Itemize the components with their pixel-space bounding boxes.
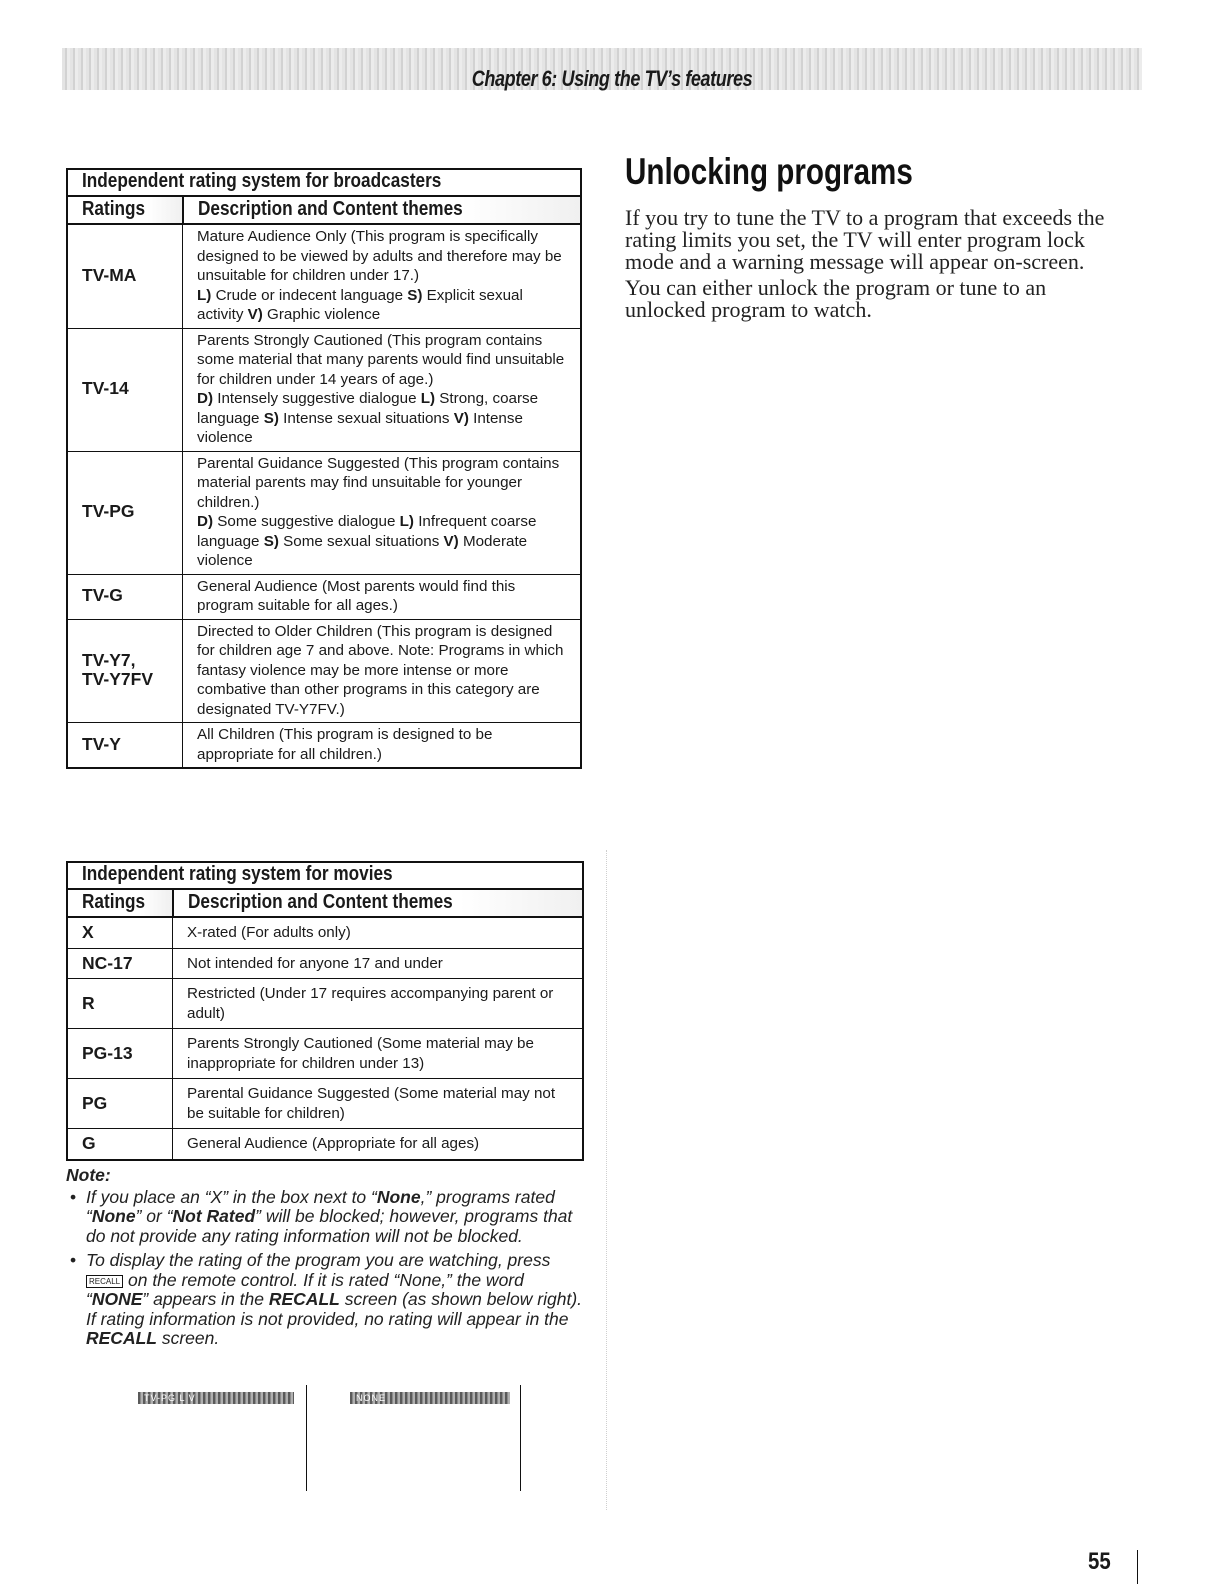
flag-key: D) (197, 513, 214, 530)
rating-description-text: Parental Guidance Suggested (This program contains material parents may find unsuitable for younger children.) (197, 454, 560, 511)
table-row (67, 1079, 583, 1129)
table-row (67, 1129, 583, 1160)
note-item: • To display the rating of the program you are watching, press RECALL on the remote control. If it is rated “None,” the word “NONE” appears in the RECALL screen (as shown below right). If rating information is not provided, no rating will appear in the RECALL screen. (66, 1251, 586, 1349)
flag-text: Moderate violence (197, 532, 528, 569)
flag-key: V) (247, 306, 263, 323)
rating-code: G (67, 1129, 173, 1160)
rating-description (183, 723, 582, 769)
rating-description: Parents Strongly Cautioned (Some material may be inappropriate for children under 13) (173, 1029, 584, 1079)
table-row (67, 574, 581, 619)
flag-key: V) (443, 532, 459, 550)
content-flags (197, 286, 572, 325)
rating-description (183, 451, 582, 574)
table-row (67, 1029, 583, 1079)
recall-screen-example-none (345, 1385, 521, 1491)
rating-description: Restricted (Under 17 requires accompanying parent or adult) (173, 979, 584, 1029)
rating-description (183, 619, 582, 723)
table-row (67, 723, 581, 769)
rating-description: Parental Guidance Suggested (Some material may not be suitable for children) (173, 1079, 584, 1129)
table-row (67, 328, 581, 451)
broadcast-ratings-table (66, 168, 582, 769)
ratings-column-header: Ratings (67, 196, 183, 225)
flag-text: Graphic violence (262, 306, 381, 323)
rating-description-text: Directed to Older Children (This program is designed for children age 7 and above. Note: Programs in which fantasy violence may be more intense or more combative than other programs in this category are designated TV-Y7FV.) (197, 622, 564, 718)
flag-key: D) (197, 390, 214, 407)
description-column-header: Description and Content themes (173, 889, 584, 918)
description-column-header: Description and Content themes (183, 196, 582, 225)
chapter-title: Chapter 6: Using the TV’s features (471, 66, 753, 91)
movies-table-title: Independent rating system for movies (67, 862, 583, 889)
content-flags (197, 512, 572, 571)
rating-code: X (67, 917, 173, 948)
rating-description (183, 574, 582, 619)
table-row (67, 948, 583, 979)
note-label: Note: (66, 1165, 111, 1185)
flag-key: L) (420, 390, 436, 407)
flag-text: Crude or indecent language (211, 286, 408, 304)
table-row (67, 979, 583, 1029)
table-row (67, 224, 581, 328)
flag-key: S) (263, 409, 279, 427)
page-number: 55 (1088, 1548, 1111, 1575)
flag-text: Explicit sexual activity (197, 286, 523, 323)
table-row (67, 451, 581, 574)
rating-code: TV-14 (67, 328, 183, 451)
recall-screen-example-rated (130, 1385, 307, 1491)
rating-description-text: General Audience (Most parents would find this program suitable for all ages.) (197, 577, 516, 614)
rating-code: TV-Y7, TV-Y7FV (67, 619, 183, 723)
recall-rating-bar: TV-PG L V (138, 1392, 294, 1404)
flag-text: Some suggestive dialogue (213, 513, 400, 530)
flag-text: Infrequent coarse language (197, 513, 537, 550)
flag-key: L) (399, 513, 414, 530)
column-divider (606, 850, 607, 1510)
flag-text: Strong, coarse language (197, 390, 539, 427)
content-flags (197, 389, 572, 448)
paragraph: You can either unlock the program or tune to an unlocked program to watch. (625, 275, 1047, 322)
ratings-column-header: Ratings (67, 889, 173, 918)
flag-key: S) (263, 532, 279, 550)
section-body (625, 207, 1130, 325)
movie-ratings-table (66, 861, 584, 1161)
rating-code: TV-Y (67, 723, 183, 769)
rating-description-text: All Children (This program is designed to be appropriate for all children.) (197, 726, 493, 763)
flag-key: L) (197, 286, 212, 304)
rating-description: Not intended for anyone 17 and under (173, 948, 584, 979)
flag-key: V) (453, 409, 469, 427)
section-title: Unlocking programs (625, 151, 913, 192)
rating-code: TV-G (67, 574, 183, 619)
note-list (66, 1188, 586, 1349)
table-row (67, 917, 583, 948)
flag-text: Intense violence (197, 409, 523, 446)
rating-code: PG (67, 1079, 173, 1129)
rating-code: TV-MA (67, 224, 183, 328)
rating-description-text: Mature Audience Only (This program is specifically designed to be viewed by adults and therefore may be unsuitable for children under 17.) (197, 228, 562, 284)
flag-text: Intense sexual situations (278, 409, 454, 427)
paragraph: If you try to tune the TV to a program that exceeds the rating limits you set, the TV will enter program lock mode and a warning message will appear on-screen. (625, 205, 1105, 274)
rating-description (183, 224, 582, 328)
rating-description (183, 328, 582, 451)
page-number-rule (1137, 1550, 1138, 1584)
rating-description: General Audience (Appropriate for all ages) (173, 1129, 584, 1160)
rating-code: NC-17 (67, 948, 173, 979)
broadcast-table-title: Independent rating system for broadcasters (67, 169, 581, 196)
table-row (67, 619, 581, 723)
rating-description-text: Parents Strongly Cautioned (This program contains some material that many parents would find unsuitable for children under 14 years of age.) (197, 331, 565, 388)
flag-key: S) (407, 286, 423, 304)
rating-code: PG-13 (67, 1029, 173, 1079)
note-item: • If you place an “X” in the box next to “None,” programs rated “None” or “Not Rated” will be blocked; however, programs that do not provide any rating information will not be blocked. (66, 1188, 586, 1247)
rating-code: TV-PG (67, 451, 183, 574)
rating-description: X-rated (For adults only) (173, 917, 584, 948)
recall-rating-bar: NONE (350, 1392, 510, 1404)
recall-key-icon: RECALL (86, 1275, 123, 1288)
note-block (66, 1166, 586, 1354)
flag-text: Some sexual situations (278, 532, 444, 550)
flag-text: Intensely suggestive dialogue (213, 390, 421, 407)
rating-code: R (67, 979, 173, 1029)
